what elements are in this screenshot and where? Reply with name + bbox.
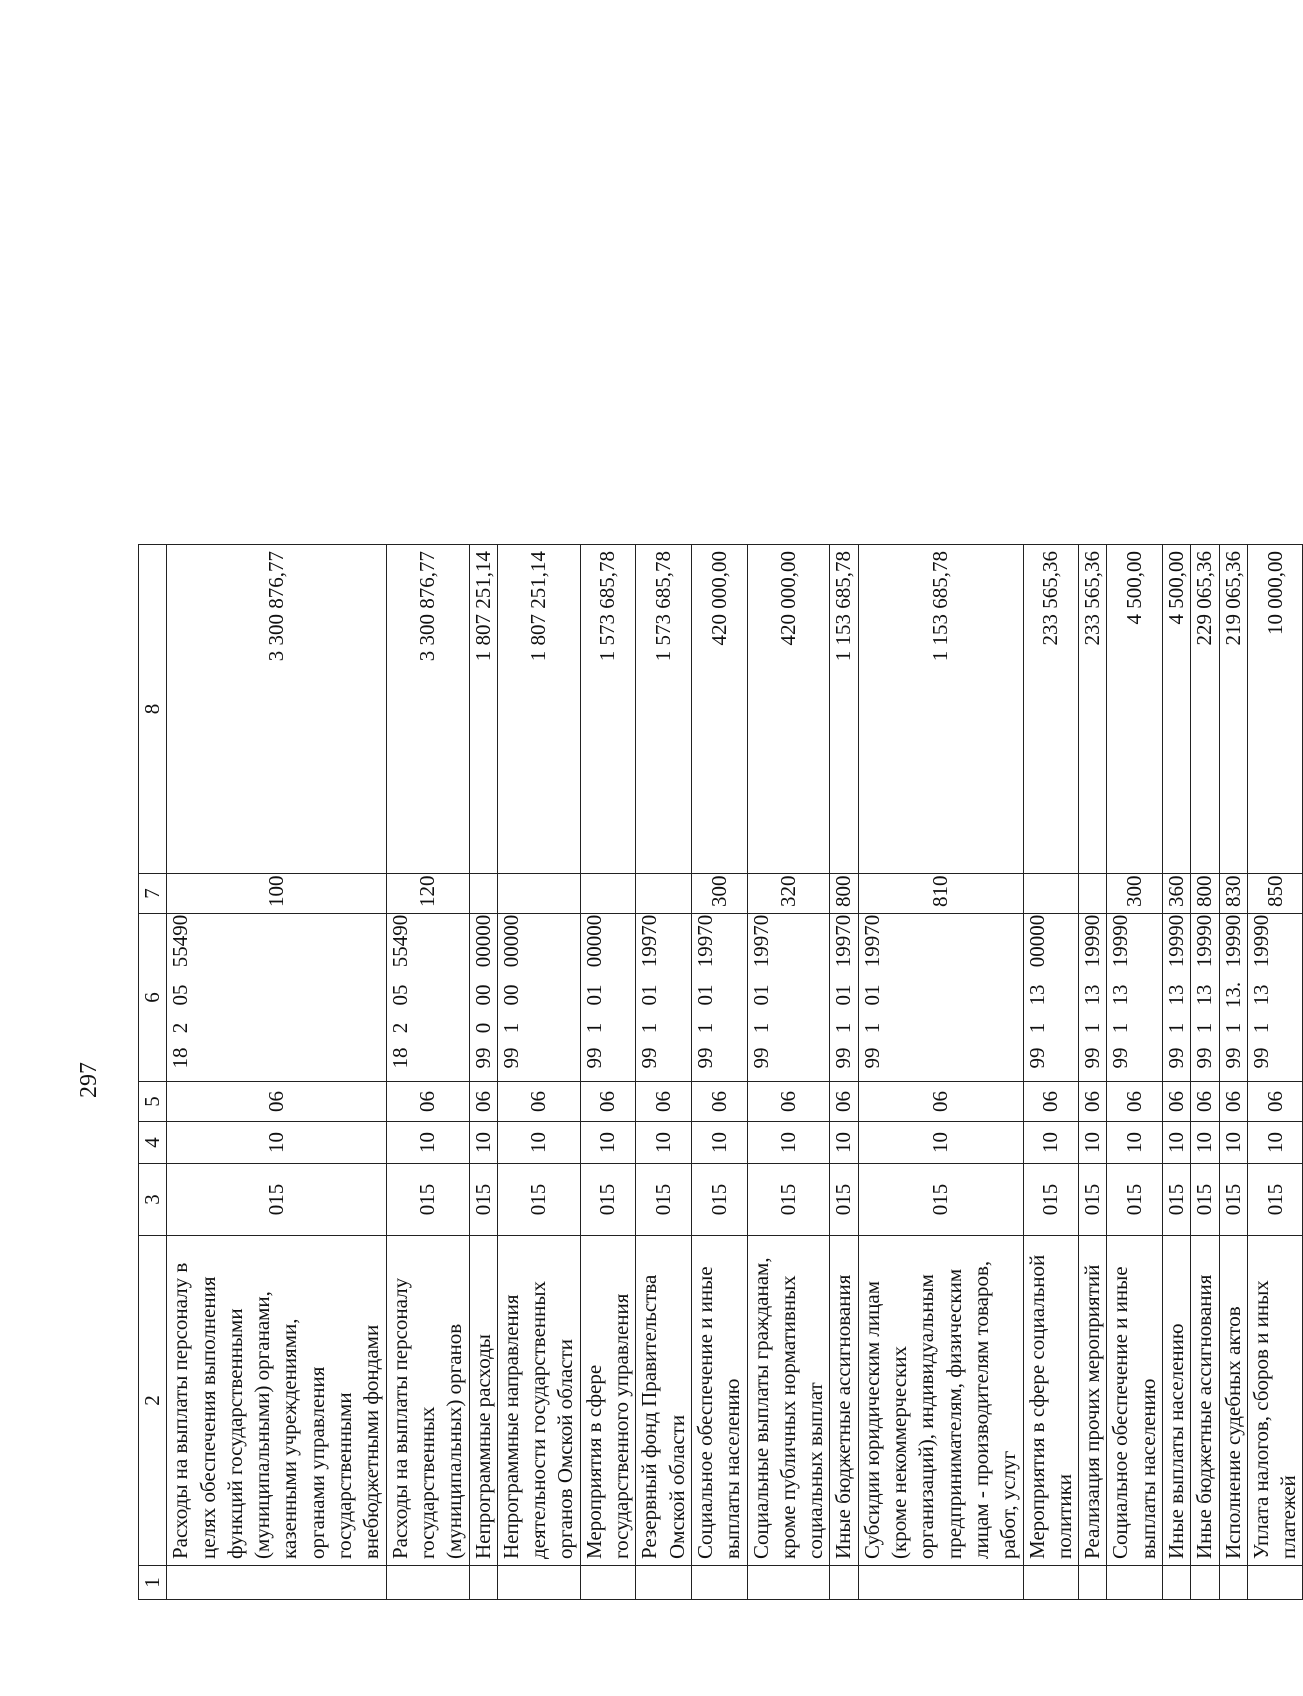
target-code-k2: 1	[859, 1022, 884, 1034]
target-code-k2: 1	[637, 1022, 662, 1034]
amount-cell: 229 065,36	[1191, 545, 1219, 874]
row-number-cell	[1023, 1566, 1079, 1600]
subsection-cell: 06	[830, 1082, 858, 1122]
target-code-k4: 19990	[1163, 914, 1188, 968]
target-code-parts	[1079, 914, 1106, 1075]
section-cell: 10	[636, 1122, 692, 1164]
expense-type-cell: 830	[1219, 874, 1247, 914]
target-code-k3: 13	[1163, 984, 1188, 1006]
row-name-cell: Субсидии юридическим лицам (кроме некоммерческих организаций), индивидуальным предпринимателям, физическим лицам - производителям товаров, работ, услуг	[858, 1236, 1023, 1566]
target-code-parts	[692, 914, 747, 1075]
table-row	[1191, 545, 1219, 1600]
target-code-parts	[581, 914, 636, 1075]
row-number-cell	[636, 1566, 692, 1600]
row-name-cell: Исполнение судебных актов	[1219, 1236, 1247, 1566]
expense-type-cell: 120	[386, 874, 469, 914]
target-code-k2: 1	[1163, 1022, 1188, 1034]
target-code-k3: 05	[387, 984, 412, 1006]
expense-type-cell: 850	[1247, 874, 1303, 914]
row-number-cell	[167, 1566, 386, 1600]
target-code-parts	[830, 914, 857, 1075]
grbs-cell: 015	[469, 1164, 497, 1236]
section-cell: 10	[747, 1122, 830, 1164]
target-code-parts	[1107, 914, 1162, 1075]
grbs-cell: 015	[636, 1164, 692, 1236]
row-number-cell	[1162, 1566, 1190, 1600]
target-code-k1: 99	[1024, 1047, 1049, 1069]
grbs-cell: 015	[747, 1164, 830, 1236]
target-code-cell	[858, 914, 1023, 1082]
row-name-cell: Уплата налогов, сборов и иных платежей	[1247, 1236, 1303, 1566]
target-code-k1: 18	[387, 1047, 412, 1069]
target-code-k1: 99	[1163, 1047, 1188, 1069]
header-cell: 4	[139, 1122, 167, 1164]
row-name-cell: Реализация прочих мероприятий	[1079, 1236, 1107, 1566]
subsection-cell: 06	[747, 1082, 830, 1122]
row-number-cell	[386, 1566, 469, 1600]
subsection-cell: 06	[636, 1082, 692, 1122]
subsection-cell: 06	[1107, 1082, 1163, 1122]
grbs-cell: 015	[580, 1164, 636, 1236]
target-code-k4: 19970	[859, 914, 884, 968]
target-code-k1: 18	[168, 1047, 193, 1069]
row-name-cell: Иные бюджетные ассигнования	[830, 1236, 858, 1566]
target-code-k2: 2	[168, 1022, 193, 1034]
row-name-cell: Мероприятия в сфере социальной политики	[1023, 1236, 1079, 1566]
subsection-cell: 06	[580, 1082, 636, 1122]
subsection-cell: 06	[469, 1082, 497, 1122]
target-code-k3: 13	[1108, 984, 1133, 1006]
target-code-k4: 19990	[1080, 914, 1105, 968]
header-cell: 5	[139, 1082, 167, 1122]
target-code-parts	[636, 914, 691, 1075]
table-row	[167, 545, 386, 1600]
row-number-cell	[830, 1566, 858, 1600]
section-cell: 10	[1079, 1122, 1107, 1164]
section-cell: 10	[497, 1122, 580, 1164]
section-cell: 10	[1107, 1122, 1163, 1164]
target-code-cell	[636, 914, 692, 1082]
grbs-cell: 015	[1107, 1164, 1163, 1236]
grbs-cell: 015	[1079, 1164, 1107, 1236]
target-code-parts	[748, 914, 830, 1075]
amount-cell: 4 500,00	[1162, 545, 1190, 874]
target-code-k4: 00000	[470, 914, 495, 968]
target-code-k2: 1	[1080, 1022, 1105, 1034]
table-row	[497, 545, 580, 1600]
row-name-cell: Расходы на выплаты персоналу в целях обеспечения выполнения функций государственными (муниципальными) органами, казенными учреждениями, органами управления государственными внебюджетными фондами	[167, 1236, 386, 1566]
target-code-cell	[1191, 914, 1219, 1082]
header-row	[139, 545, 167, 1600]
target-code-k2: 1	[581, 1022, 606, 1034]
header-cell: 2	[139, 1236, 167, 1566]
section-cell: 10	[580, 1122, 636, 1164]
subsection-cell: 06	[1219, 1082, 1247, 1122]
target-code-k3: 13.	[1220, 981, 1245, 1009]
target-code-cell	[1219, 914, 1247, 1082]
target-code-cell	[580, 914, 636, 1082]
header-cell: 8	[139, 545, 167, 874]
target-code-k3: 00	[470, 984, 495, 1006]
row-name-cell: Непрограммные расходы	[469, 1236, 497, 1566]
subsection-cell: 06	[497, 1082, 580, 1122]
target-code-k4: 55490	[168, 914, 193, 968]
target-code-k2: 1	[498, 1022, 523, 1034]
target-code-k3: 00	[498, 984, 523, 1006]
target-code-k4: 19990	[1108, 914, 1133, 968]
target-code-parts	[498, 914, 580, 1075]
target-code-k1: 99	[1080, 1047, 1105, 1069]
target-code-k4: 19990	[1248, 914, 1273, 968]
amount-cell: 1 153 685,78	[858, 545, 1023, 874]
row-number-cell	[580, 1566, 636, 1600]
table-row	[1219, 545, 1247, 1600]
amount-cell: 1 807 251,14	[469, 545, 497, 874]
expense-type-cell: 800	[830, 874, 858, 914]
target-code-parts	[1163, 914, 1190, 1075]
table-row	[1023, 545, 1079, 1600]
target-code-cell	[167, 914, 386, 1082]
row-name-cell: Мероприятия в сфере государственного управления	[580, 1236, 636, 1566]
target-code-k2: 1	[1192, 1022, 1217, 1034]
target-code-k1: 99	[831, 1047, 856, 1069]
target-code-k4: 19990	[1192, 914, 1217, 968]
table-row	[830, 545, 858, 1600]
amount-cell: 1 153 685,78	[830, 545, 858, 874]
row-number-cell	[497, 1566, 580, 1600]
target-code-k2: 1	[831, 1022, 856, 1034]
amount-cell: 1 573 685,78	[636, 545, 692, 874]
grbs-cell: 015	[386, 1164, 469, 1236]
amount-cell: 3 300 876,77	[167, 545, 386, 874]
amount-cell: 4 500,00	[1107, 545, 1163, 874]
row-name-cell: Расходы на выплаты персоналу государственных (муниципальных) органов	[386, 1236, 469, 1566]
grbs-cell: 015	[1162, 1164, 1190, 1236]
target-code-cell	[1023, 914, 1079, 1082]
row-number-cell	[1107, 1566, 1163, 1600]
target-code-k1: 99	[470, 1047, 495, 1069]
target-code-k3: 13	[1024, 984, 1049, 1006]
target-code-k1: 99	[1192, 1047, 1217, 1069]
target-code-parts	[167, 914, 385, 1075]
row-name-cell: Иные бюджетные ассигнования	[1191, 1236, 1219, 1566]
section-cell: 10	[1219, 1122, 1247, 1164]
grbs-cell: 015	[691, 1164, 747, 1236]
subsection-cell: 06	[858, 1082, 1023, 1122]
target-code-k2: 2	[387, 1022, 412, 1034]
grbs-cell: 015	[858, 1164, 1023, 1236]
target-code-k2: 1	[692, 1022, 717, 1034]
amount-cell: 233 565,36	[1079, 545, 1107, 874]
grbs-cell: 015	[167, 1164, 386, 1236]
grbs-cell: 015	[497, 1164, 580, 1236]
amount-cell: 420 000,00	[691, 545, 747, 874]
section-cell: 10	[1023, 1122, 1079, 1164]
target-code-k2: 1	[1248, 1022, 1273, 1034]
target-code-cell	[469, 914, 497, 1082]
header-cell: 1	[139, 1566, 167, 1600]
table-row	[386, 545, 469, 1600]
grbs-cell: 015	[1023, 1164, 1079, 1236]
target-code-k4: 19970	[637, 914, 662, 968]
header-cell: 6	[139, 914, 167, 1082]
page-number: 297	[76, 1062, 102, 1098]
row-name-cell: Резервный фонд Правительства Омской области	[636, 1236, 692, 1566]
amount-cell: 1 573 685,78	[580, 545, 636, 874]
target-code-parts	[387, 914, 469, 1075]
rotated-page	[76, 545, 1301, 1600]
amount-cell: 10 000,00	[1247, 545, 1303, 874]
target-code-k1: 99	[748, 1047, 773, 1069]
target-code-k1: 99	[637, 1047, 662, 1069]
target-code-k4: 00000	[1024, 914, 1049, 968]
subsection-cell: 06	[691, 1082, 747, 1122]
expense-type-cell: 320	[747, 874, 830, 914]
amount-cell: 1 807 251,14	[497, 545, 580, 874]
section-cell: 10	[858, 1122, 1023, 1164]
expense-type-cell: 100	[167, 874, 386, 914]
section-cell: 10	[386, 1122, 469, 1164]
target-code-parts	[470, 914, 497, 1075]
row-number-cell	[469, 1566, 497, 1600]
target-code-k4: 00000	[498, 914, 523, 968]
row-number-cell	[858, 1566, 1023, 1600]
target-code-k4: 55490	[387, 914, 412, 968]
amount-cell: 233 565,36	[1023, 545, 1079, 874]
expense-type-cell: 800	[1191, 874, 1219, 914]
target-code-k4: 00000	[581, 914, 606, 968]
row-number-cell	[1079, 1566, 1107, 1600]
target-code-k3: 01	[692, 984, 717, 1006]
target-code-k2: 0	[470, 1022, 495, 1034]
target-code-k3: 01	[748, 984, 773, 1006]
grbs-cell: 015	[1191, 1164, 1219, 1236]
target-code-k2: 1	[748, 1022, 773, 1034]
subsection-cell: 06	[1079, 1082, 1107, 1122]
target-code-k1: 99	[859, 1047, 884, 1069]
subsection-cell: 06	[1162, 1082, 1190, 1122]
subsection-cell: 06	[1247, 1082, 1303, 1122]
table-row	[469, 545, 497, 1600]
target-code-parts	[1191, 914, 1218, 1075]
target-code-parts	[1024, 914, 1079, 1075]
target-code-k2: 1	[1108, 1022, 1133, 1034]
target-code-k2: 1	[1024, 1022, 1049, 1034]
target-code-parts	[1220, 914, 1247, 1075]
target-code-cell	[1247, 914, 1303, 1082]
target-code-cell	[497, 914, 580, 1082]
section-cell: 10	[830, 1122, 858, 1164]
target-code-parts	[859, 914, 1023, 1075]
table-row	[1247, 545, 1303, 1600]
expense-type-cell: 360	[1162, 874, 1190, 914]
target-code-k3: 01	[859, 984, 884, 1006]
row-name-cell: Непрограммные направления деятельности государственных органов Омской области	[497, 1236, 580, 1566]
target-code-k2: 1	[1220, 1022, 1245, 1034]
target-code-parts	[1248, 914, 1303, 1075]
expense-type-cell: 300	[1107, 874, 1163, 914]
target-code-k1: 99	[581, 1047, 606, 1069]
target-code-k3: 01	[637, 984, 662, 1006]
expense-type-cell: 810	[858, 874, 1023, 914]
row-number-cell	[691, 1566, 747, 1600]
target-code-cell	[747, 914, 830, 1082]
table-row	[1079, 545, 1107, 1600]
table-row	[636, 545, 692, 1600]
budget-table	[138, 544, 1303, 1600]
amount-cell: 219 065,36	[1219, 545, 1247, 874]
subsection-cell: 06	[1023, 1082, 1079, 1122]
target-code-k3: 13	[1248, 984, 1273, 1006]
grbs-cell: 015	[1219, 1164, 1247, 1236]
target-code-k1: 99	[498, 1047, 523, 1069]
row-name-cell: Социальные выплаты гражданам, кроме публичных нормативных социальных выплат	[747, 1236, 830, 1566]
target-code-k3: 01	[831, 984, 856, 1006]
row-number-cell	[1247, 1566, 1303, 1600]
grbs-cell: 015	[830, 1164, 858, 1236]
row-number-cell	[1191, 1566, 1219, 1600]
section-cell: 10	[167, 1122, 386, 1164]
header-cell: 3	[139, 1164, 167, 1236]
target-code-k3: 05	[168, 984, 193, 1006]
target-code-cell	[1162, 914, 1190, 1082]
target-code-cell	[1107, 914, 1163, 1082]
header-cell: 7	[139, 874, 167, 914]
section-cell: 10	[469, 1122, 497, 1164]
target-code-k1: 99	[1248, 1047, 1273, 1069]
row-name-cell: Социальное обеспечение и иные выплаты населению	[1107, 1236, 1163, 1566]
target-code-cell	[386, 914, 469, 1082]
target-code-k4: 19990	[1220, 914, 1245, 968]
target-code-k3: 01	[581, 984, 606, 1006]
section-cell: 10	[1247, 1122, 1303, 1164]
section-cell: 10	[691, 1122, 747, 1164]
target-code-cell	[691, 914, 747, 1082]
expense-type-cell: 300	[691, 874, 747, 914]
table-row	[1162, 545, 1190, 1600]
target-code-k4: 19970	[692, 914, 717, 968]
table-row	[858, 545, 1023, 1600]
row-name-cell: Иные выплаты населению	[1162, 1236, 1190, 1566]
target-code-cell	[830, 914, 858, 1082]
target-code-k4: 19970	[748, 914, 773, 968]
table-row	[691, 545, 747, 1600]
amount-cell: 420 000,00	[747, 545, 830, 874]
subsection-cell: 06	[386, 1082, 469, 1122]
target-code-cell	[1079, 914, 1107, 1082]
row-number-cell	[1219, 1566, 1247, 1600]
amount-cell: 3 300 876,77	[386, 545, 469, 874]
table-row	[580, 545, 636, 1600]
row-name-cell: Социальное обеспечение и иные выплаты населению	[691, 1236, 747, 1566]
grbs-cell: 015	[1247, 1164, 1303, 1236]
row-number-cell	[747, 1566, 830, 1600]
target-code-k1: 99	[1220, 1047, 1245, 1069]
subsection-cell: 06	[167, 1082, 386, 1122]
target-code-k1: 99	[1108, 1047, 1133, 1069]
section-cell: 10	[1191, 1122, 1219, 1164]
target-code-k3: 13	[1192, 984, 1217, 1006]
target-code-k4: 19970	[831, 914, 856, 968]
subsection-cell: 06	[1191, 1082, 1219, 1122]
target-code-k1: 99	[692, 1047, 717, 1069]
table-row	[747, 545, 830, 1600]
section-cell: 10	[1162, 1122, 1190, 1164]
target-code-k3: 13	[1080, 984, 1105, 1006]
table-row	[1107, 545, 1163, 1600]
